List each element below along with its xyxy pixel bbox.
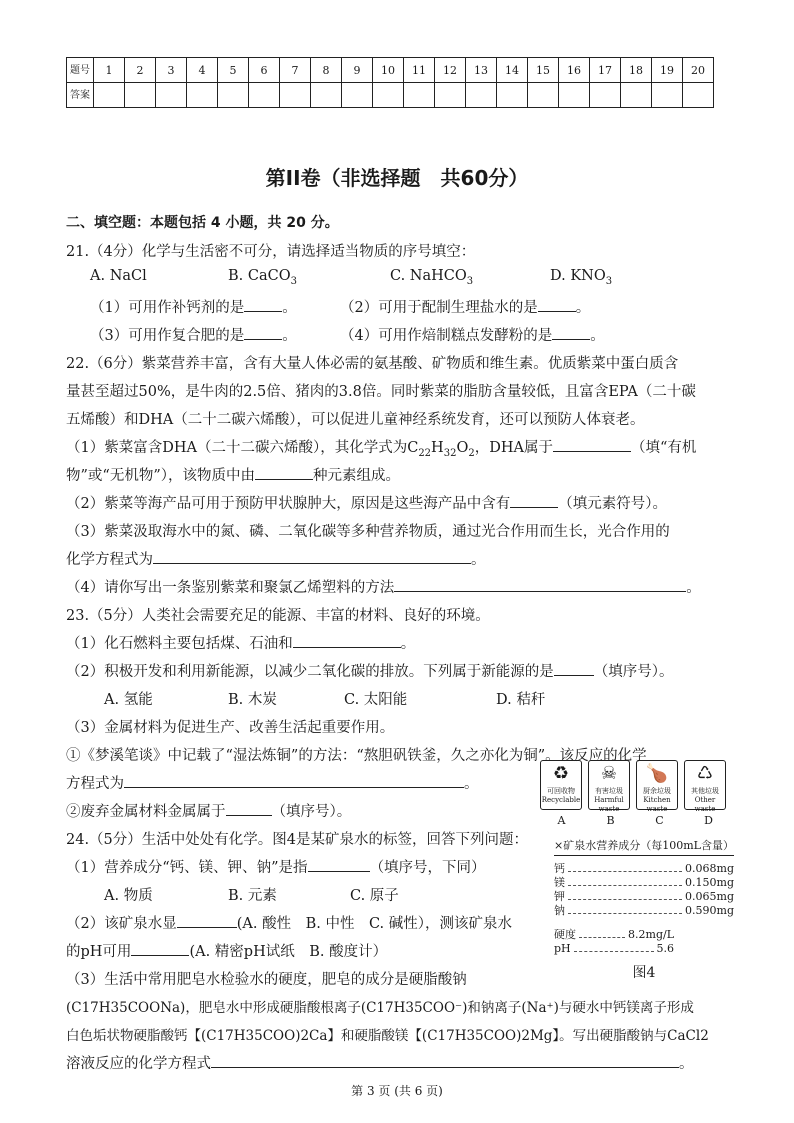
garbage-bin-figure [540,760,735,827]
page-footer: 第 3 页 (共 6 页) [351,1084,443,1098]
q23-part2: （2）积极开发和利用新能源，以减少二氧化碳的排放。下列属于新能源的是 （填序号）。 [66,664,674,680]
answer-cell[interactable] [280,83,311,108]
answer-cell[interactable] [342,83,373,108]
question-number: 6 [249,58,280,83]
q21-part4: （4）可用作焙制糕点发酵粉的是 。 [340,328,605,344]
q23-part3: （3）金属材料为促进生产、改善生活起重要作用。 [66,720,395,736]
q24-part1: （1）营养成分“钙、镁、钾、钠”是指 （填序号，下同） [66,860,486,876]
q23-part3-c1: ①《梦溪笔谈》中记载了“湿法炼铜”的方法：“熬胆矾铁釜，久之亦化为铜”。该反应的化学 [66,748,647,764]
q23-part3-c1-cont: 方程式为 。 [66,776,479,792]
question-number: 3 [156,58,187,83]
label-header: ×矿泉水营养成分（每100mL含量） [554,837,734,856]
q24-part3-line2: (C17H35COONa)，肥皂水中形成硬脂酸根离子(C17H35COO⁻)和钠离子(Na⁺)与硬水中钙镁离子形成 [66,1000,694,1016]
question-number: 18 [621,58,652,83]
q23-option-b: B. 木炭 [228,692,277,708]
bin-harmful: ☠ 有害垃圾 Harmful waste [588,760,630,810]
q22-part3: （3）紫菜汲取海水中的氮、磷、二氧化碳等多种营养物质，通过光合作用而生长，光合作用的 [66,524,670,540]
nutrient-row: 镁 0.150mg [554,876,734,889]
answer-cell[interactable] [590,83,621,108]
q22-part3-cont: 化学方程式为 。 [66,552,486,568]
q23-stem: 23.（5分）人类社会需要充足的能源、丰富的材料、良好的环境。 [66,608,490,624]
bin-letter: B [606,814,615,827]
question-number: 7 [280,58,311,83]
question-number: 10 [373,58,404,83]
ph-row: pH 5.6 [554,942,674,955]
question-number: 1 [94,58,125,83]
recycle-icon: ♻ [552,763,570,784]
question-number: 20 [683,58,714,83]
answer-table-answer-row [67,83,714,108]
question-number: 2 [125,58,156,83]
other-waste-icon: ♺ [696,763,714,784]
answer-cell[interactable] [94,83,125,108]
q22-line3: 五烯酸）和DHA（二十二碳六烯酸），可以促进儿童神经系统发育，还可以预防人体衰老。 [66,412,645,428]
q21-part2: （2）可用于配制生理盐水的是 。 [340,300,591,316]
q24-option-c: C. 原子 [350,888,399,904]
nutrient-row: 钙 0.068mg [554,862,734,875]
answer-cell[interactable] [218,83,249,108]
q22-part2: （2）紫菜等海产品可用于预防甲状腺肿大，原因是这些海产品中含有 （填元素符号）。 [66,496,667,512]
q21-option-d: D. $KNO_3$ [550,268,613,287]
q21-option-a: A. NaCl [90,268,147,284]
q22-part4: （4）请你写出一条鉴别紫菜和聚氯乙烯塑料的方法 。 [66,580,701,596]
question-number: 19 [652,58,683,83]
answer-cell[interactable] [466,83,497,108]
question-number: 15 [528,58,559,83]
bin-letter: A [557,814,566,827]
nutrient-row: 钾 0.065mg [554,890,734,903]
q24-part3: （3）生活中常用肥皂水检验水的硬度，肥皂的成分是硬脂酸钠 [66,972,467,988]
question-number: 4 [187,58,218,83]
answer-cell[interactable] [559,83,590,108]
q24-part2: （2）该矿泉水显 (A. 酸性 B. 中性 C. 碱性），测该矿泉水 [66,916,512,932]
q23-option-a: A. 氢能 [104,692,153,708]
number-row-header: 题号 [67,58,94,83]
answer-table-number-row [67,58,714,83]
answer-cell[interactable] [373,83,404,108]
answer-cell[interactable] [435,83,466,108]
q21-stem: 21.（4分）化学与生活密不可分，请选择适当物质的序号填空： [66,244,476,260]
answer-cell[interactable] [125,83,156,108]
q22-part1-cont: 物”或“无机物”），该物质中由 种元素组成。 [66,468,400,484]
mineral-water-label [554,837,734,982]
q21-part3: （3）可用作复合肥的是 。 [90,328,297,344]
harmful-icon: ☠ [600,763,618,784]
question-number: 17 [590,58,621,83]
page-title: 第II卷（非选择题 共60分） [265,166,529,190]
answer-cell[interactable] [187,83,218,108]
question-number: 12 [435,58,466,83]
hardness-row: 硬度 8.2mg/L [554,928,674,941]
nutrient-row: 钠 0.590mg [554,904,734,917]
q23-part3-c2: ②废弃金属材料金属属于 （填序号）。 [66,804,352,820]
q24-stem: 24.（5分）生活中处处有化学。图4是某矿泉水的标签，回答下列问题： [66,832,529,848]
question-number: 5 [218,58,249,83]
section-heading: 二、填空题：本题包括 4 小题，共 20 分。 [66,215,339,231]
question-number: 13 [466,58,497,83]
answer-row-header: 答案 [67,83,94,108]
q24-option-b: B. 元素 [228,888,277,904]
q24-part3-line4: 溶液反应的化学方程式 。 [66,1056,694,1072]
q22-part1: （1）紫菜富含DHA（二十二碳六烯酸），其化学式为$C_{22}H_{32}O_2$，DHA属于 （填“有机 [66,440,697,459]
answer-cell[interactable] [249,83,280,108]
bin-other: ♺ 其他垃圾 Other waste [684,760,726,810]
q24-option-a: A. 物质 [104,888,153,904]
q21-part1: （1）可用作补钙剂的是 。 [90,300,297,316]
question-number: 8 [311,58,342,83]
question-number: 9 [342,58,373,83]
bin-letter: C [655,814,664,827]
q21-option-c: C. NaHCO$_3$ [390,268,474,287]
answer-cell[interactable] [621,83,652,108]
answer-cell[interactable] [528,83,559,108]
q22-line2: 量甚至超过50%，是牛肉的2.5倍、猪肉的3.8倍。同时紫菜的脂肪含量较低，且富含EPA（二十碳 [66,384,696,400]
bin-letters [540,814,735,827]
question-number: 16 [559,58,590,83]
answer-cell[interactable] [652,83,683,108]
bin-recyclable: ♻ 可回收物 Recyclable [540,760,582,810]
answer-cell[interactable] [311,83,342,108]
q23-option-c: C. 太阳能 [344,692,408,708]
q23-option-d: D. 秸秆 [496,692,546,708]
q22-line1: 22.（6分）紫菜营养丰富，含有大量人体必需的氨基酸、矿物质和维生素。优质紫菜中蛋白质含 [66,356,679,372]
q24-part2-cont: 的pH可用 (A. 精密pH试纸 B. 酸度计） [66,944,388,960]
answer-cell[interactable] [404,83,435,108]
kitchen-waste-icon: 🍗 [645,763,669,784]
answer-cell[interactable] [156,83,187,108]
answer-table [66,57,714,108]
figure-caption: 图4 [632,965,656,981]
question-number: 14 [497,58,528,83]
bin-letter: D [704,814,713,827]
question-number: 11 [404,58,435,83]
q23-part1: （1）化石燃料主要包括煤、石油和 。 [66,636,416,652]
q24-part3-line3: 白色垢状物硬脂酸钙【(C17H35COO)2Ca】和硬脂酸镁【(C17H35COO)2Mg】。写出硬脂酸钠与CaCl2 [66,1028,709,1044]
bin-icons [540,760,735,813]
q21-option-b: B. CaCO$_3$ [228,268,297,287]
answer-cell[interactable] [497,83,528,108]
answer-cell[interactable] [683,83,714,108]
bin-kitchen: 🍗 厨余垃圾 Kitchen waste [636,760,678,810]
